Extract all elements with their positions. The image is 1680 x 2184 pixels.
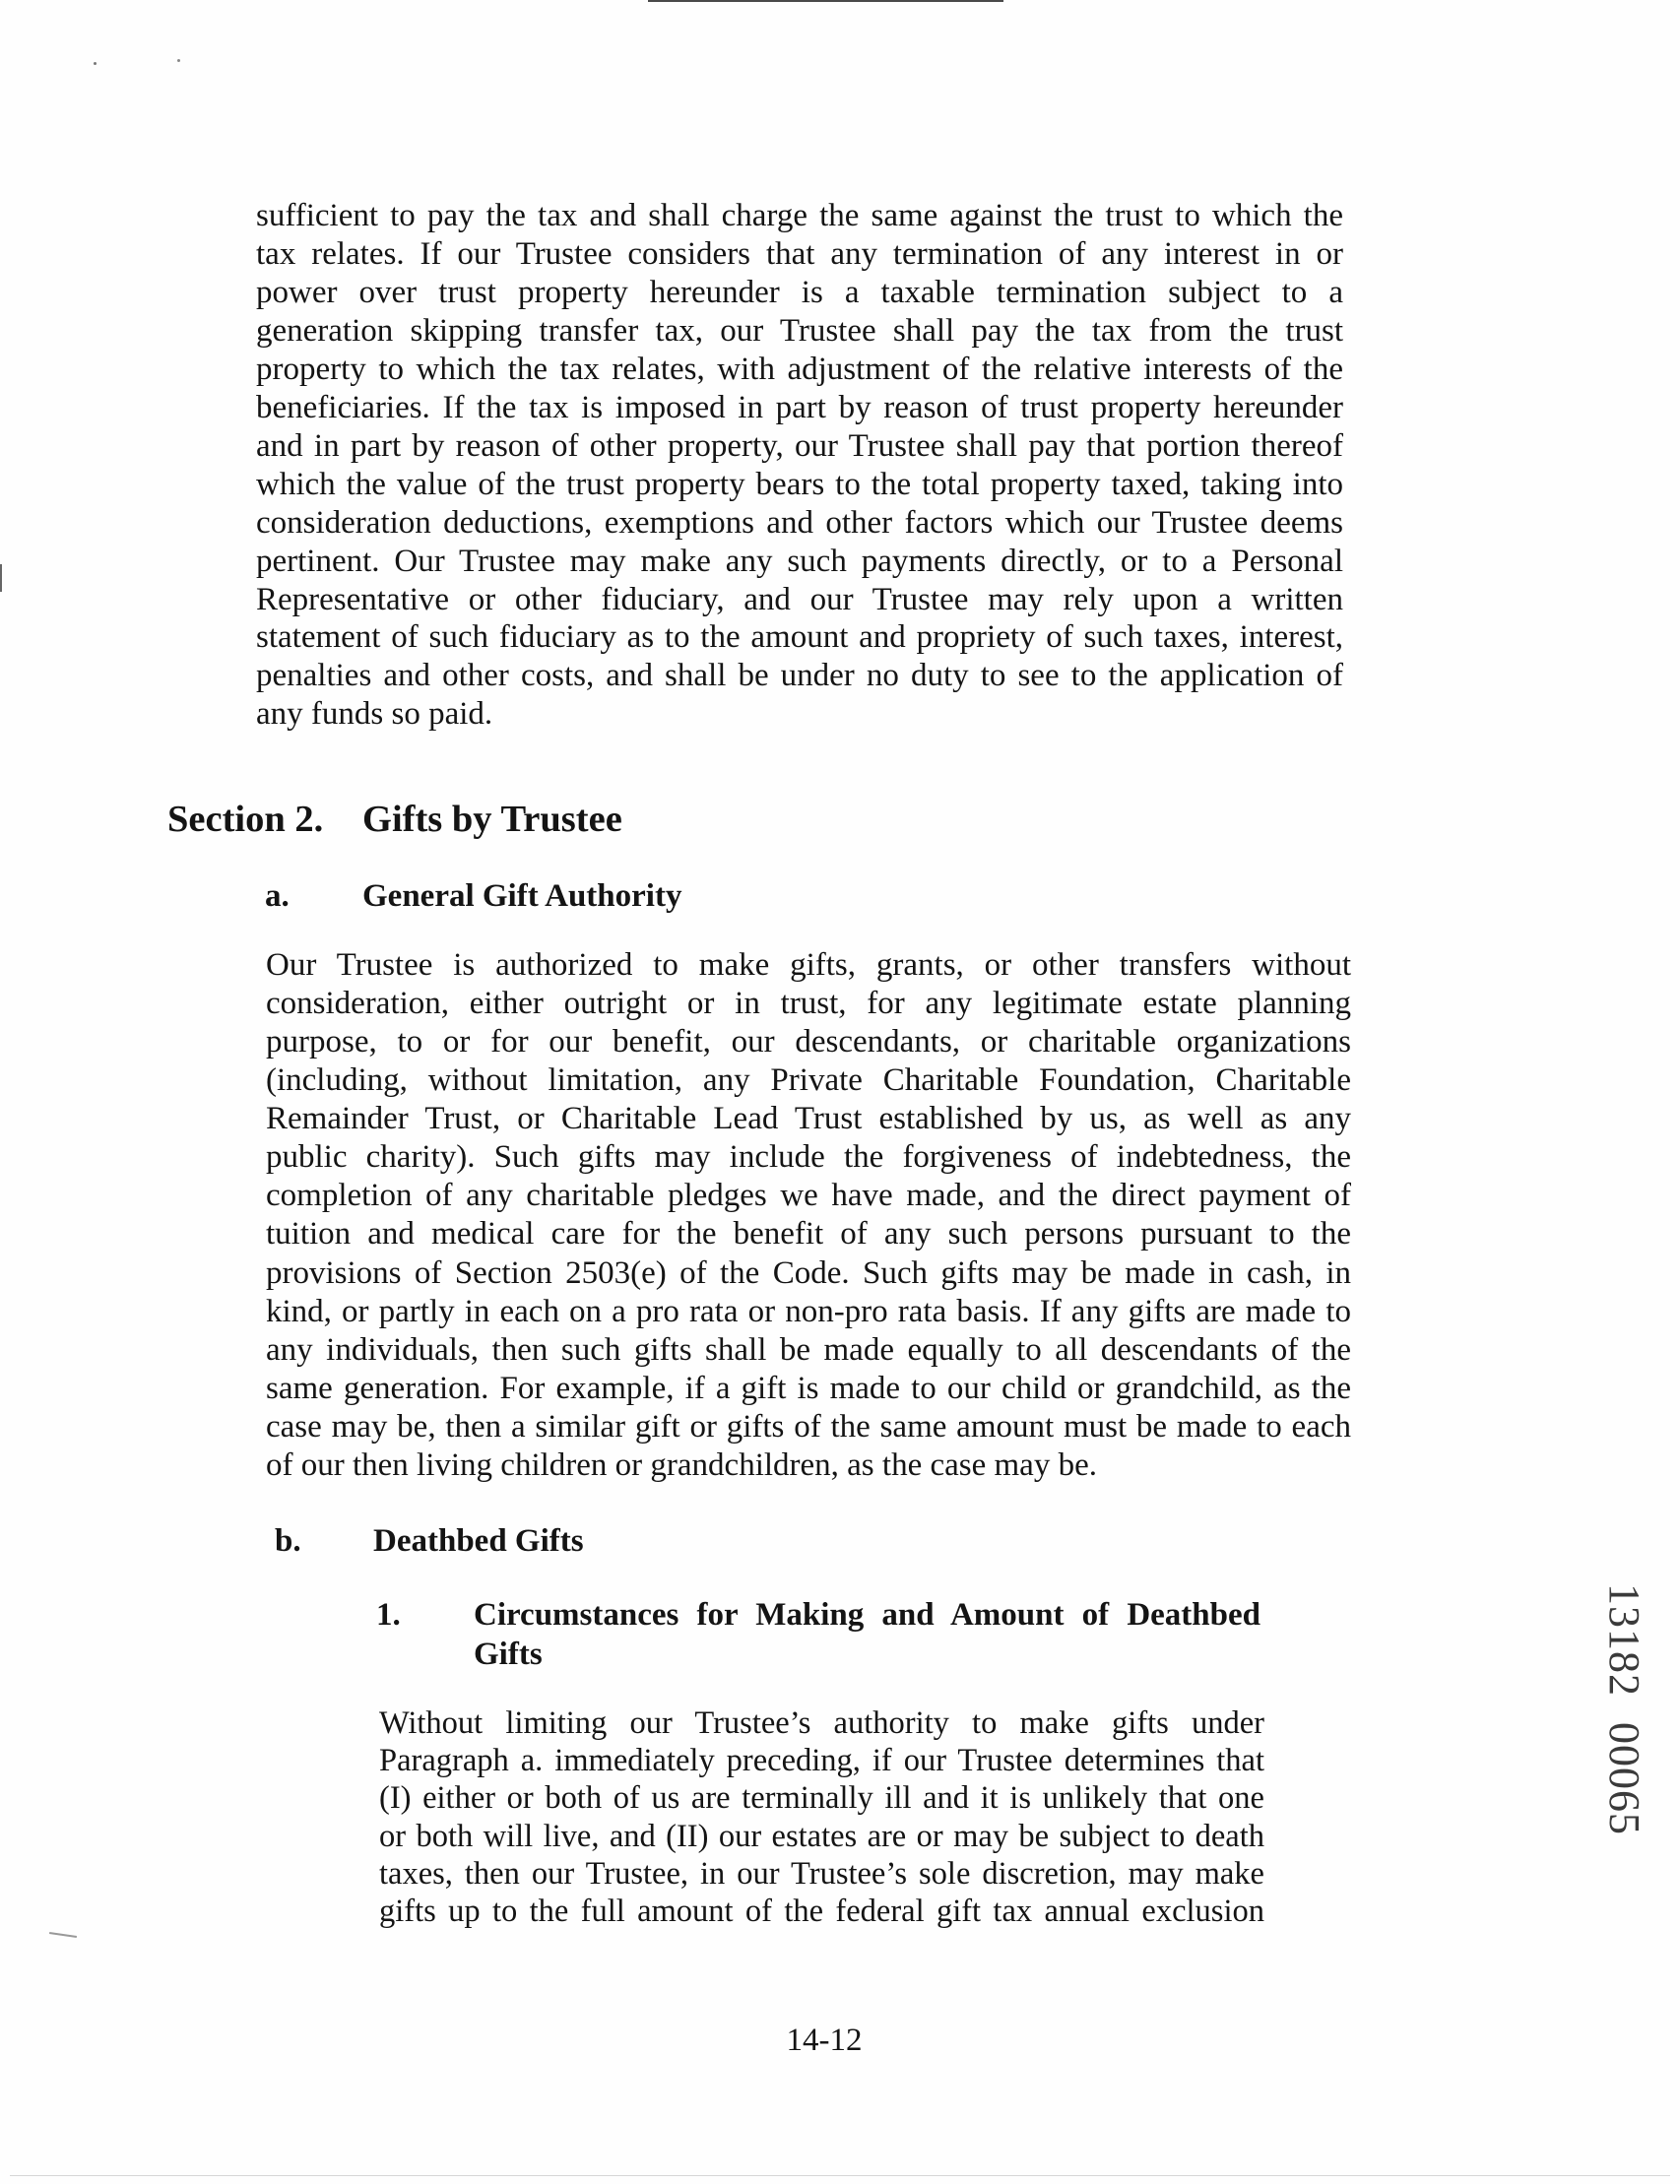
scan-artifact-left-mark (0, 564, 2, 592)
paragraph-line: Without limiting our Trustee’s authority to make gifts under (379, 1705, 1264, 1741)
paragraph-line: (I) either or both of us are terminally ill and it is unlikely that one (379, 1780, 1264, 1817)
section-title: Gifts by Trustee (362, 799, 622, 840)
scan-artifact-top-line (648, 0, 1003, 2)
paragraph-line: tax relates. If our Trustee considers that any termination of any interest in or (256, 235, 1343, 272)
paragraph-line: any individuals, then such gifts shall be made equally to all descendants of the (266, 1331, 1351, 1368)
paragraph-line: sufficient to pay the tax and shall charge the same against the trust to which the (256, 198, 1343, 233)
paragraph-line: generation skipping transfer tax, our Trustee shall pay the tax from the trust (256, 312, 1343, 349)
paragraph-line: any funds so paid. (256, 696, 493, 733)
paragraph-line: public charity). Such gifts may include the forgiveness of indebtedness, the (266, 1139, 1351, 1176)
general-gift-authority-paragraph (266, 946, 1351, 1485)
item-title (474, 1596, 1260, 1674)
paragraph-line: property to which the tax relates, with adjustment of the relative interests of the (256, 351, 1343, 387)
paragraph-line: case may be, then a similar gift or gifts of the same amount must be made to each (266, 1408, 1351, 1445)
paragraph-line: tuition and medical care for the benefit of any such persons pursuant to the (266, 1216, 1351, 1253)
item-label: 1. (376, 1597, 401, 1633)
scan-artifact-dot (94, 62, 97, 65)
deathbed-gifts-paragraph (379, 1704, 1264, 1930)
scan-artifact-squiggle (49, 1932, 77, 1938)
intro-paragraph (256, 197, 1343, 734)
paragraph-line: taxes, then our Trustee, in our Trustee’s sole discretion, may make (379, 1855, 1264, 1892)
paragraph-line: consideration deductions, exemptions and other factors which our Trustee deems (256, 504, 1343, 541)
paragraph-line: which the value of the trust property bears to the total property taxed, taking into (256, 466, 1343, 502)
subsection-title: General Gift Authority (362, 878, 682, 914)
paragraph-line: penalties and other costs, and shall be under no duty to see to the application of (256, 658, 1343, 694)
item-title-line: Gifts (474, 1636, 543, 1672)
paragraph-line: Our Trustee is authorized to make gifts, grants, or other transfers without (266, 947, 1351, 983)
paragraph-line: same generation. For example, if a gift is made to our child or grandchild, as the (266, 1370, 1351, 1406)
paragraph-line: beneficiaries. If the tax is imposed in part by reason of trust property hereunder (256, 389, 1343, 425)
scan-artifact-bottom-line (10, 2175, 1670, 2176)
paragraph-line: statement of such fiduciary as to the amount and propriety of such taxes, interest, (256, 619, 1343, 656)
paragraph-line: pertinent. Our Trustee may make any such payments directly, or to a Personal (256, 543, 1343, 579)
paragraph-line: Remainder Trust, or Charitable Lead Trust established by us, as well as any (266, 1101, 1351, 1137)
paragraph-line: or both will live, and (II) our estates are or may be subject to death (379, 1818, 1264, 1854)
paragraph-line: gifts up to the full amount of the federal gift tax annual exclusion (379, 1894, 1264, 1930)
paragraph-line: Representative or other fiduciary, and our Trustee may rely upon a written (256, 581, 1343, 617)
paragraph-line: purpose, to or for our benefit, our descendants, or charitable organizations (266, 1024, 1351, 1060)
subsection-title: Deathbed Gifts (373, 1523, 584, 1559)
bates-stamp: 13182 00065 (1600, 1583, 1648, 1835)
scan-artifact-dot (177, 59, 180, 62)
subsection-label: b. (275, 1523, 301, 1559)
paragraph-line: power over trust property hereunder is a taxable termination subject to a (256, 274, 1343, 310)
paragraph-line: of our then living children or grandchildren, as the case may be. (266, 1446, 1097, 1483)
paragraph-line: provisions of Section 2503(e) of the Code. Such gifts may be made in cash, in (266, 1254, 1351, 1291)
paragraph-line: and in part by reason of other property, our Trustee shall pay that portion thereof (256, 427, 1343, 464)
subsection-label: a. (265, 878, 290, 914)
section-number: Section 2. (167, 799, 324, 840)
paragraph-line: kind, or partly in each on a pro rata or non-pro rata basis. If any gifts are made to (266, 1293, 1351, 1329)
paragraph-line: Paragraph a. immediately preceding, if our Trustee determines that (379, 1743, 1264, 1779)
paragraph-line: consideration, either outright or in trust, for any legitimate estate planning (266, 986, 1351, 1022)
page-number: 14-12 (786, 2023, 863, 2058)
paragraph-line: completion of any charitable pledges we have made, and the direct payment of (266, 1178, 1351, 1214)
paragraph-line: (including, without limitation, any Private Charitable Foundation, Charitable (266, 1062, 1351, 1099)
item-title-line: Circumstances for Making and Amount of Deathbed (474, 1597, 1260, 1633)
